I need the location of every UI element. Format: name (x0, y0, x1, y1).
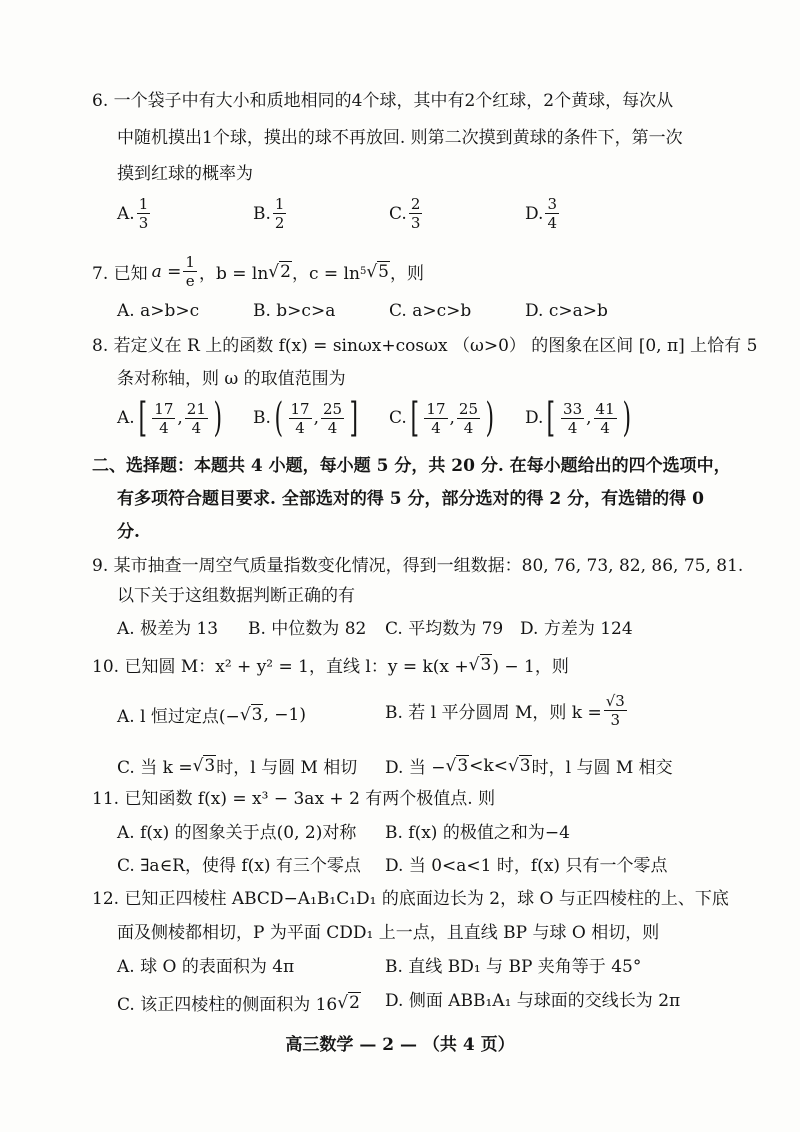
q9-line1: 9. 某市抽查一周空气质量指数变化情况，得到一组数据：80, 76, 73, 82, 86, 75, 81. (92, 556, 744, 576)
q10-stem: 10. 已知圆 M：x² + y² = 1，直线 l：y = k(x + √ 3 ) − 1，则 (92, 654, 569, 677)
q6-option-a: A. $\frac{1}{3}$ (117, 195, 149, 232)
q6-line2: 中随机摸出1个球，摸出的球不再放回. 则第二次摸到黄球的条件下，第一次 (117, 128, 683, 148)
q11-option-c: C. ∃a∈R，使得 f(x) 有三个零点 (117, 856, 361, 876)
q11-option-d: D. 当 0<a<1 时，f(x) 只有一个零点 (385, 856, 668, 876)
q10-option-b: B. 若 l 平分圆周 M，则 k = $\frac{√3}{3}$ (385, 692, 625, 729)
page-footer: 高三数学 — 2 — （共 4 页） (285, 1035, 515, 1055)
q10-option-d: D. 当 − √ 3 <k< √ 3 时，l 与圆 M 相交 (385, 755, 673, 778)
q12-option-c: C. 该正四棱柱的侧面积为 16 √ 2 (117, 992, 360, 1015)
q9-option-a: A. 极差为 13 (117, 619, 219, 639)
q8-option-b: B. ( $\frac{17}{4}$ , $\frac{25}{4}$ ] (253, 395, 359, 441)
section-2-heading-line3: 分. (117, 522, 140, 542)
q6-option-b: B. $\frac{1}{2}$ (253, 195, 285, 232)
q6-option-c: C. $\frac{2}{3}$ (389, 195, 421, 232)
q11-stem: 11. 已知函数 f(x) = x³ − 3ax + 2 有两个极值点. 则 (92, 789, 496, 809)
q12-option-a: A. 球 O 的表面积为 4π (117, 957, 295, 977)
q11-option-b: B. f(x) 的极值之和为−4 (385, 823, 570, 843)
section-2-heading-line1: 二、选择题：本题共 4 小题，每小题 5 分，共 20 分. 在每小题给出的四个选项中， (92, 456, 731, 476)
q6-line3: 摸到红球的概率为 (117, 164, 253, 184)
q11-option-a: A. f(x) 的图象关于点(0, 2)对称 (117, 823, 357, 843)
q12-option-d: D. 侧面 ABB₁A₁ 与球面的交线长为 2π (385, 991, 681, 1011)
q6-option-d: D. $\frac{3}{4}$ (525, 195, 557, 232)
q10-option-c: C. 当 k = √ 3 时，l 与圆 M 相切 (117, 755, 358, 778)
q9-option-c: C. 平均数为 79 (385, 619, 504, 639)
q8-line2: 条对称轴，则 ω 的取值范围为 (117, 369, 346, 389)
q7-option-c: C. a>c>b (389, 301, 472, 321)
q10-option-a: A. l 恒过定点(− √ 3 , −1) (117, 704, 306, 727)
q12-line2: 面及侧棱都相切，P 为平面 CDD₁ 上一点，且直线 BP 与球 O 相切，则 (117, 923, 660, 943)
q8-line1: 8. 若定义在 R 上的函数 f(x) = sinωx+cosωx （ω>0） 的图象在区间 [0, π] 上恰有 5 (92, 336, 758, 356)
q12-line1: 12. 已知正四棱柱 ABCD−A₁B₁C₁D₁ 的底面边长为 2，球 O 与正四棱柱的上、下底 (92, 889, 729, 909)
q12-option-b: B. 直线 BD₁ 与 BP 夹角等于 45° (385, 957, 642, 977)
q9-option-b: B. 中位数为 82 (248, 619, 367, 639)
q8-option-a: A. [ $\frac{17}{4}$ , $\frac{21}{4}$ ) (117, 395, 222, 441)
q7-stem: 7. 已知 a = $\frac{1}{e}$ ，b = ln √ 2 ，c = ln 5 √ 5 ，则 (92, 253, 424, 290)
q7-option-a: A. a>b>c (117, 301, 200, 321)
q9-option-d: D. 方差为 124 (520, 619, 633, 639)
q8-option-c: C. [ $\frac{17}{4}$ , $\frac{25}{4}$ ) (389, 395, 495, 441)
q8-option-d: D. [ $\frac{33}{4}$ , $\frac{41}{4}$ ) (525, 395, 631, 441)
q7-option-b: B. b>c>a (253, 301, 336, 321)
section-2-heading-line2: 有多项符合题目要求. 全部选对的得 5 分，部分选对的得 2 分，有选错的得 0 (117, 489, 704, 509)
q7-option-d: D. c>a>b (525, 301, 608, 321)
q9-line2: 以下关于这组数据判断正确的有 (117, 586, 355, 606)
q6-line1: 6. 一个袋子中有大小和质地相同的4个球，其中有2个红球，2个黄球，每次从 (92, 91, 674, 111)
